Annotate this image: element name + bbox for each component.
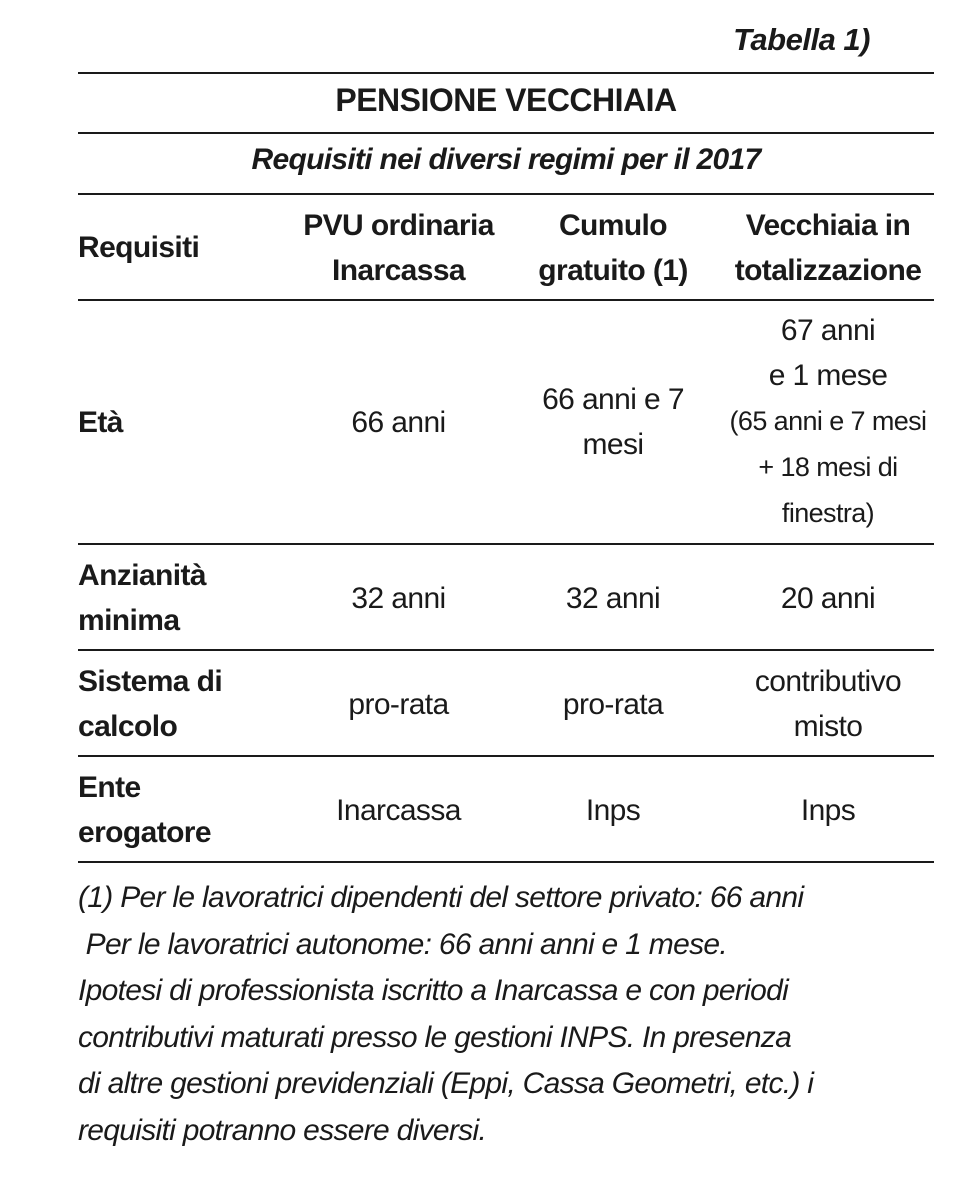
row-anzianita-cumulo: 32 anni	[565, 581, 661, 615]
footnote-line: (1) Per le lavoratrici dipendenti del settore privato: 66 anni	[78, 881, 804, 914]
row-ente-label: Ente erogatore	[78, 771, 211, 849]
header-cumulo: Cumulo gratuito (1)	[538, 208, 688, 287]
header-pvu: PVU ordinaria Inarcassa	[303, 208, 494, 287]
rule-header	[78, 299, 934, 301]
footnote-line: Ipotesi di professionista iscritto a Inarcassa e con periodi	[78, 974, 789, 1007]
footnote-line: di altre gestioni previdenziali (Eppi, Cassa Geometri, etc.) i	[78, 1067, 814, 1100]
row-eta-cumulo: 66 anni e 7 mesi	[542, 383, 684, 461]
row-ente-pvu: Inarcassa	[336, 793, 461, 827]
footnote-line: Per le lavoratrici autonome: 66 anni anni e 1 mese.	[78, 927, 727, 961]
footnote-line: requisiti potranno essere diversi.	[78, 1113, 487, 1147]
rule-subtitle	[78, 193, 934, 195]
row-sistema-totalizzazione: contributivo misto	[754, 665, 902, 743]
header-totalizzazione: Vecchiaia in totalizzazione	[734, 208, 922, 287]
row-ente-totalizzazione: Inps	[800, 793, 856, 827]
rule-row-3	[78, 755, 934, 757]
row-sistema-label: Sistema di calcolo	[78, 665, 223, 743]
row-eta-pvu: 66 anni	[351, 405, 446, 439]
row-sistema-cumulo: pro-rata	[562, 687, 664, 721]
rule-row-2	[78, 649, 934, 651]
footnote-line: contributivi maturati presso le gestioni INPS. In presenza	[78, 1020, 792, 1054]
rule-title	[78, 132, 934, 134]
table-title: PENSIONE VECCHIAIA	[335, 82, 677, 118]
table-subtitle: Requisiti nei diversi regimi per il 2017	[251, 143, 761, 176]
rule-bottom	[78, 861, 934, 863]
rule-row-1	[78, 543, 934, 545]
header-requisiti: Requisiti	[78, 231, 200, 264]
table-caption: Tabella 1)	[733, 22, 870, 57]
row-anzianita-totalizzazione: 20 anni	[780, 581, 876, 615]
footnote	[78, 875, 948, 1154]
row-sistema-pvu: pro-rata	[348, 687, 449, 721]
row-eta-totalizzazione: 67 anni e 1 mese (65 anni e 7 mesi + 18 mesi di finestra)	[729, 314, 927, 528]
row-eta-label: Età	[78, 405, 123, 439]
row-ente-cumulo: Inps	[585, 793, 641, 827]
row-anzianita-pvu: 32 anni	[351, 581, 446, 615]
row-anzianita-label: Anzianità minima	[78, 559, 206, 637]
rule-top	[78, 72, 934, 74]
